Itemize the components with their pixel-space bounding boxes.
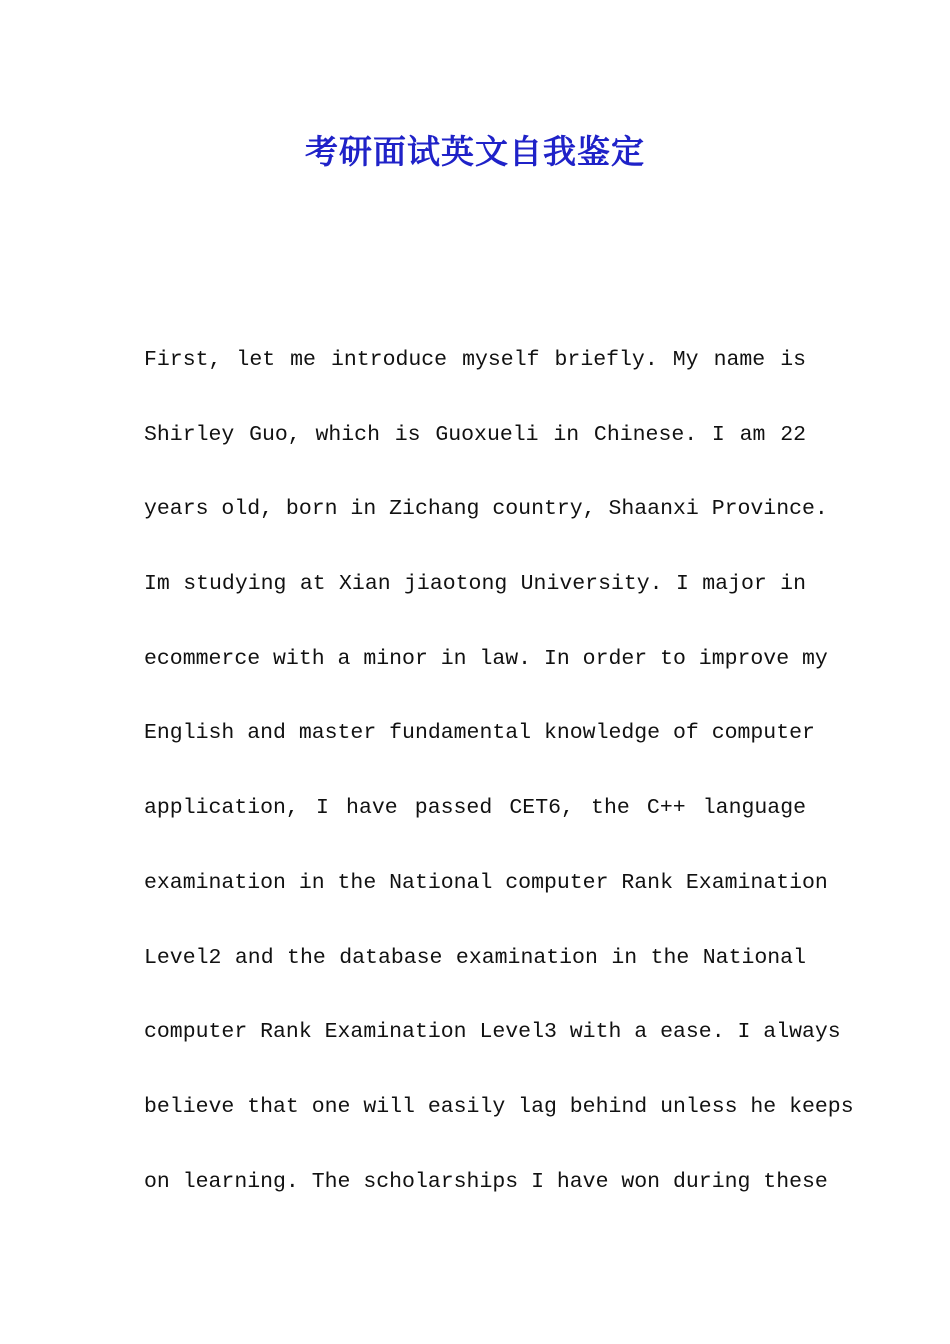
- body-line: Shirley Guo, which is Guoxueli in Chinese. I am 22: [144, 422, 806, 447]
- body-line: examination in the National computer Rank Examination: [144, 870, 828, 895]
- body-line: First, let me introduce myself briefly. My name is: [144, 348, 806, 372]
- body-line: application, I have passed CET6, the C++ language: [144, 796, 806, 821]
- body-line: English and master fundamental knowledge of computer: [144, 721, 815, 746]
- body-line: computer Rank Examination Level3 with a ease. I always: [144, 1020, 841, 1045]
- body-line: Level2 and the database examination in the National: [144, 945, 806, 970]
- body-line: Im studying at Xian jiaotong University. I major in: [144, 572, 806, 597]
- document-body: [144, 335, 854, 1231]
- body-line: believe that one will easily lag behind unless he keeps: [144, 1094, 854, 1119]
- body-line: ecommerce with a minor in law. In order to improve my: [144, 646, 828, 671]
- body-line: on learning. The scholarships I have won during these: [144, 1169, 828, 1194]
- document-title: 考研面试英文自我鉴定: [305, 132, 645, 171]
- body-line: years old, born in Zichang country, Shaanxi Province.: [144, 497, 828, 522]
